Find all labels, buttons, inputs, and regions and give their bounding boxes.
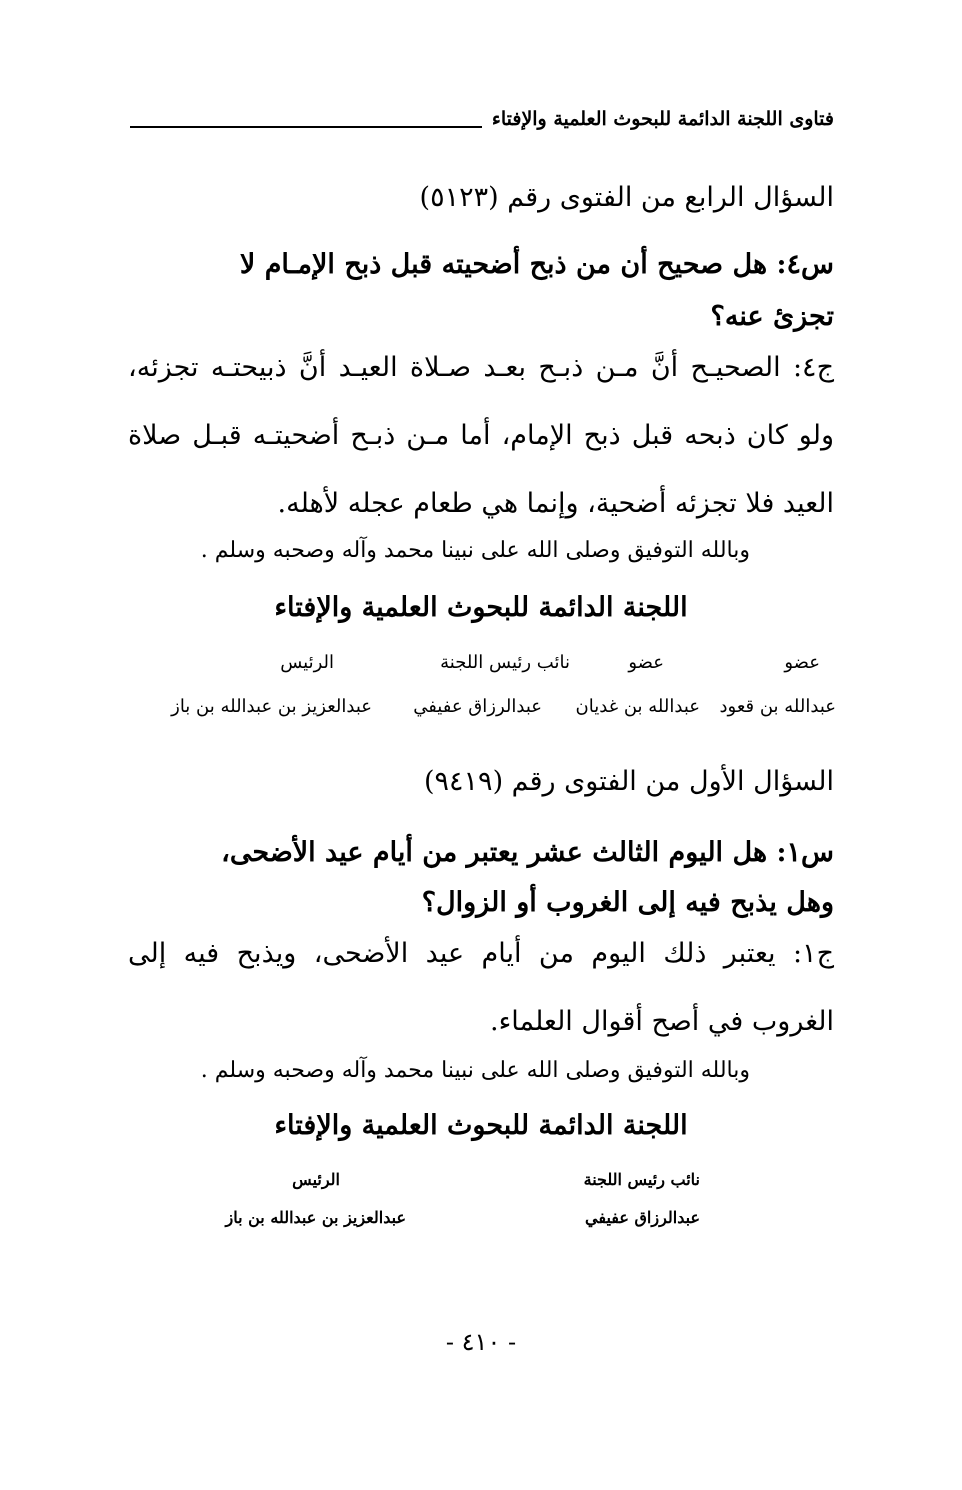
fatwa1-closing: وبالله التوفيق وصلى الله على نبينا محمد وآله وصحبه وسلم .: [200, 538, 750, 563]
fatwa2-question-line2: وهل يذبح فيه إلى الغروب أو الزوال؟: [421, 887, 834, 918]
fatwa2-sig-role-1: نائب رئيس اللجنة: [583, 1170, 700, 1189]
fatwa2-sig-name-2: عبدالعزيز بن عبدالله بن باز: [225, 1208, 406, 1227]
fatwa1-sig-name-4: عبدالعزيز بن عبدالله بن باز: [171, 696, 372, 717]
fatwa1-sig-name-2: عبدالله بن غديان: [575, 696, 700, 717]
fatwa1-sig-role-1: عضو: [784, 652, 820, 673]
fatwa1-sig-role-3: نائب رئيس اللجنة: [440, 652, 570, 673]
fatwa1-sig-name-3: عبدالرزاق عفيفي: [413, 696, 542, 717]
fatwa1-question-line1: س٤: هل صحيح أن من ذبح أضحيته قبل ذبح الإمـام لا: [239, 249, 834, 280]
fatwa1-heading: السؤال الرابع من الفتوى رقم (٥١٢٣): [419, 182, 834, 213]
fatwa2-committee-name: اللجنة الدائمة للبحوث العلمية والإفتاء: [274, 1110, 688, 1141]
fatwa1-answer: ج٤: الصحيـح أنَّ مـن ذبـح بعـد صـلاة العيـد أنَّ ذبيحتـه تجزئه، ولو كان ذبحه قبل ذبح الإمام، أما مـن ذبـح أضحيتـه قبـل صلاة العيد فلا تجزئه أضحية، وإنما هي طعام عجله لأهله.: [128, 352, 834, 519]
fatwa1-committee-name: اللجنة الدائمة للبحوث العلمية والإفتاء: [274, 592, 688, 623]
fatwa2-heading: السؤال الأول من الفتوى رقم (٩٤١٩): [424, 766, 834, 797]
page-number: - ٤١٠ -: [445, 1328, 517, 1356]
fatwa2-answer: ج١: يعتبر ذلك اليوم من أيام عيد الأضحى، ويذبح فيه إلى الغروب في أصح أقوال العلماء.: [128, 938, 834, 1037]
fatwa2-sig-role-2: الرئيس: [292, 1170, 340, 1189]
running-header: فتاوى اللجنة الدائمة للبحوث العلمية والإفتاء: [491, 108, 834, 130]
fatwa1-question-line2: تجزئ عنه؟: [710, 301, 834, 332]
fatwa1-sig-role-4: الرئيس: [280, 652, 334, 673]
fatwa2-question-line1: س١: هل اليوم الثالث عشر يعتبر من أيام عيد الأضحى،: [221, 837, 834, 868]
fatwa1-sig-role-2: عضو: [628, 652, 664, 673]
fatwa2-sig-name-1: عبدالرزاق عفيفي: [585, 1208, 700, 1227]
fatwa1-sig-name-1: عبدالله بن قعود: [719, 696, 836, 717]
header-rule: [130, 126, 482, 128]
fatwa2-closing: وبالله التوفيق وصلى الله على نبينا محمد وآله وصحبه وسلم .: [200, 1058, 750, 1083]
